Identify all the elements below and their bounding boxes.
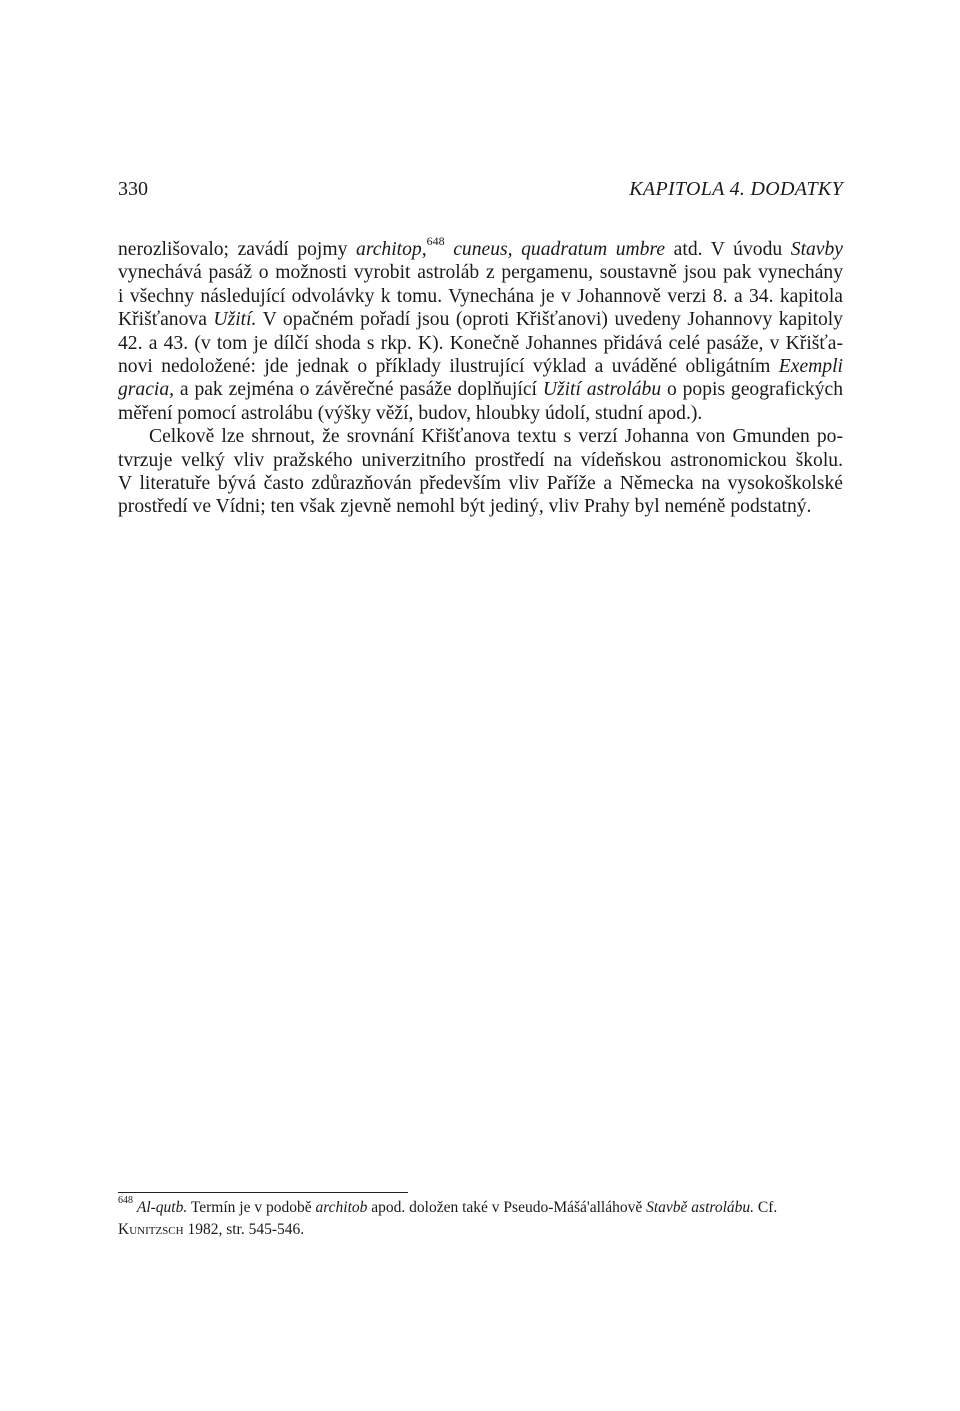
body-text-run: cuneus, quadratum umbre (444, 239, 666, 260)
body-text-run: a pak zejména o závěrečné pasáže doplňující (174, 379, 543, 401)
footnote-text-run: Al-qutb. (136, 1199, 188, 1216)
body-text-run: Stavby (790, 239, 843, 260)
body-text-run: i všechny následující odvolávky k tomu. Vynechána je v Johannově verzi 8. a 34. kapitola (118, 285, 843, 307)
body-text-run: nerozlišovalo; zavádí pojmy (118, 239, 357, 260)
footnote-text-run: architob (315, 1199, 368, 1216)
body-text-run: měření pomocí astrolábu (výšky věží, budov, hloubky údolí, studní apod.). (118, 402, 703, 424)
body-text-run: Exempli (778, 355, 843, 377)
body-line (118, 495, 843, 518)
body-line (118, 285, 843, 308)
body-text-run: prostředí ve Vídni; ten však zjevně nemohl být jediný, vliv Prahy byl neméně podstatný. (118, 496, 812, 518)
body-text-run: tvrzuje velký vliv pražského univerzitního prostředí na vídeňskou astronomickou školu. (118, 449, 843, 471)
body-text-run: Celkově lze shrnout, že srovnání Křišťanova textu s verzí Johanna von Gmunden po- (149, 426, 843, 448)
footnote-text-run: Stavbě astrolábu. (646, 1199, 755, 1216)
body-text-run: gracia, (118, 379, 175, 401)
body-line (118, 308, 843, 331)
body-text-run: vynechává pasáž o možnosti vyrobit astroláb z pergamenu, soustavně jsou pak vynechány (118, 262, 843, 284)
footnote-marker: 648 (118, 1194, 133, 1206)
body-text-run: Křišťanova (118, 309, 214, 331)
body-text-run: V literatuře bývá často zdůrazňován především vliv Paříže a Německa na vysokoškolské (118, 472, 843, 494)
body-text-run: architop, (356, 239, 427, 260)
footnote-marker: 648 (426, 234, 445, 249)
running-head (118, 178, 843, 208)
footnote (118, 1194, 843, 1241)
body-line (118, 402, 843, 425)
footnote-line (118, 1194, 843, 1219)
body-line (118, 234, 843, 261)
body-text-run: V opačném pořadí jsou (oproti Křišťanovi) uvedeny Johannovy kapitoly (256, 309, 843, 331)
footnote-text-run: Cf. (754, 1199, 778, 1216)
body-line (118, 425, 843, 448)
chapter-title: KAPITOLA 4. DODATKY (629, 178, 843, 200)
body-text-run: o popis geografických (661, 379, 843, 401)
body-line (118, 472, 843, 495)
page-number: 330 (118, 178, 148, 200)
footnote-text-run: Kunitzsch (118, 1221, 184, 1238)
body-text-run: Užití. (213, 309, 257, 331)
body-line (118, 378, 843, 401)
body-text-run: novi nedoložené: jde jednak o příklady ilustrující výklad a uváděné obligátním (118, 355, 779, 377)
body-line (118, 355, 843, 378)
footnote-line (118, 1219, 843, 1241)
footnote-text-run: apod. doložen také v Pseudo-Mášá'alláhově (367, 1199, 647, 1216)
body-text (118, 234, 843, 519)
footnote-text-run: 1982, str. 545-546. (183, 1221, 305, 1238)
body-text-run: Užití astrolábu (542, 379, 662, 401)
footnote-rule (118, 1192, 408, 1193)
body-line (118, 332, 843, 355)
body-line (118, 261, 843, 284)
body-text-run: atd. V úvodu (665, 239, 791, 260)
footnote-text-run: Termín je v podobě (187, 1199, 316, 1216)
body-text-run: 42. a 43. (v tom je dílčí shoda s rkp. K). Konečně Johannes přidává celé pasáže, v Křišťa- (118, 332, 843, 354)
body-line (118, 449, 843, 472)
